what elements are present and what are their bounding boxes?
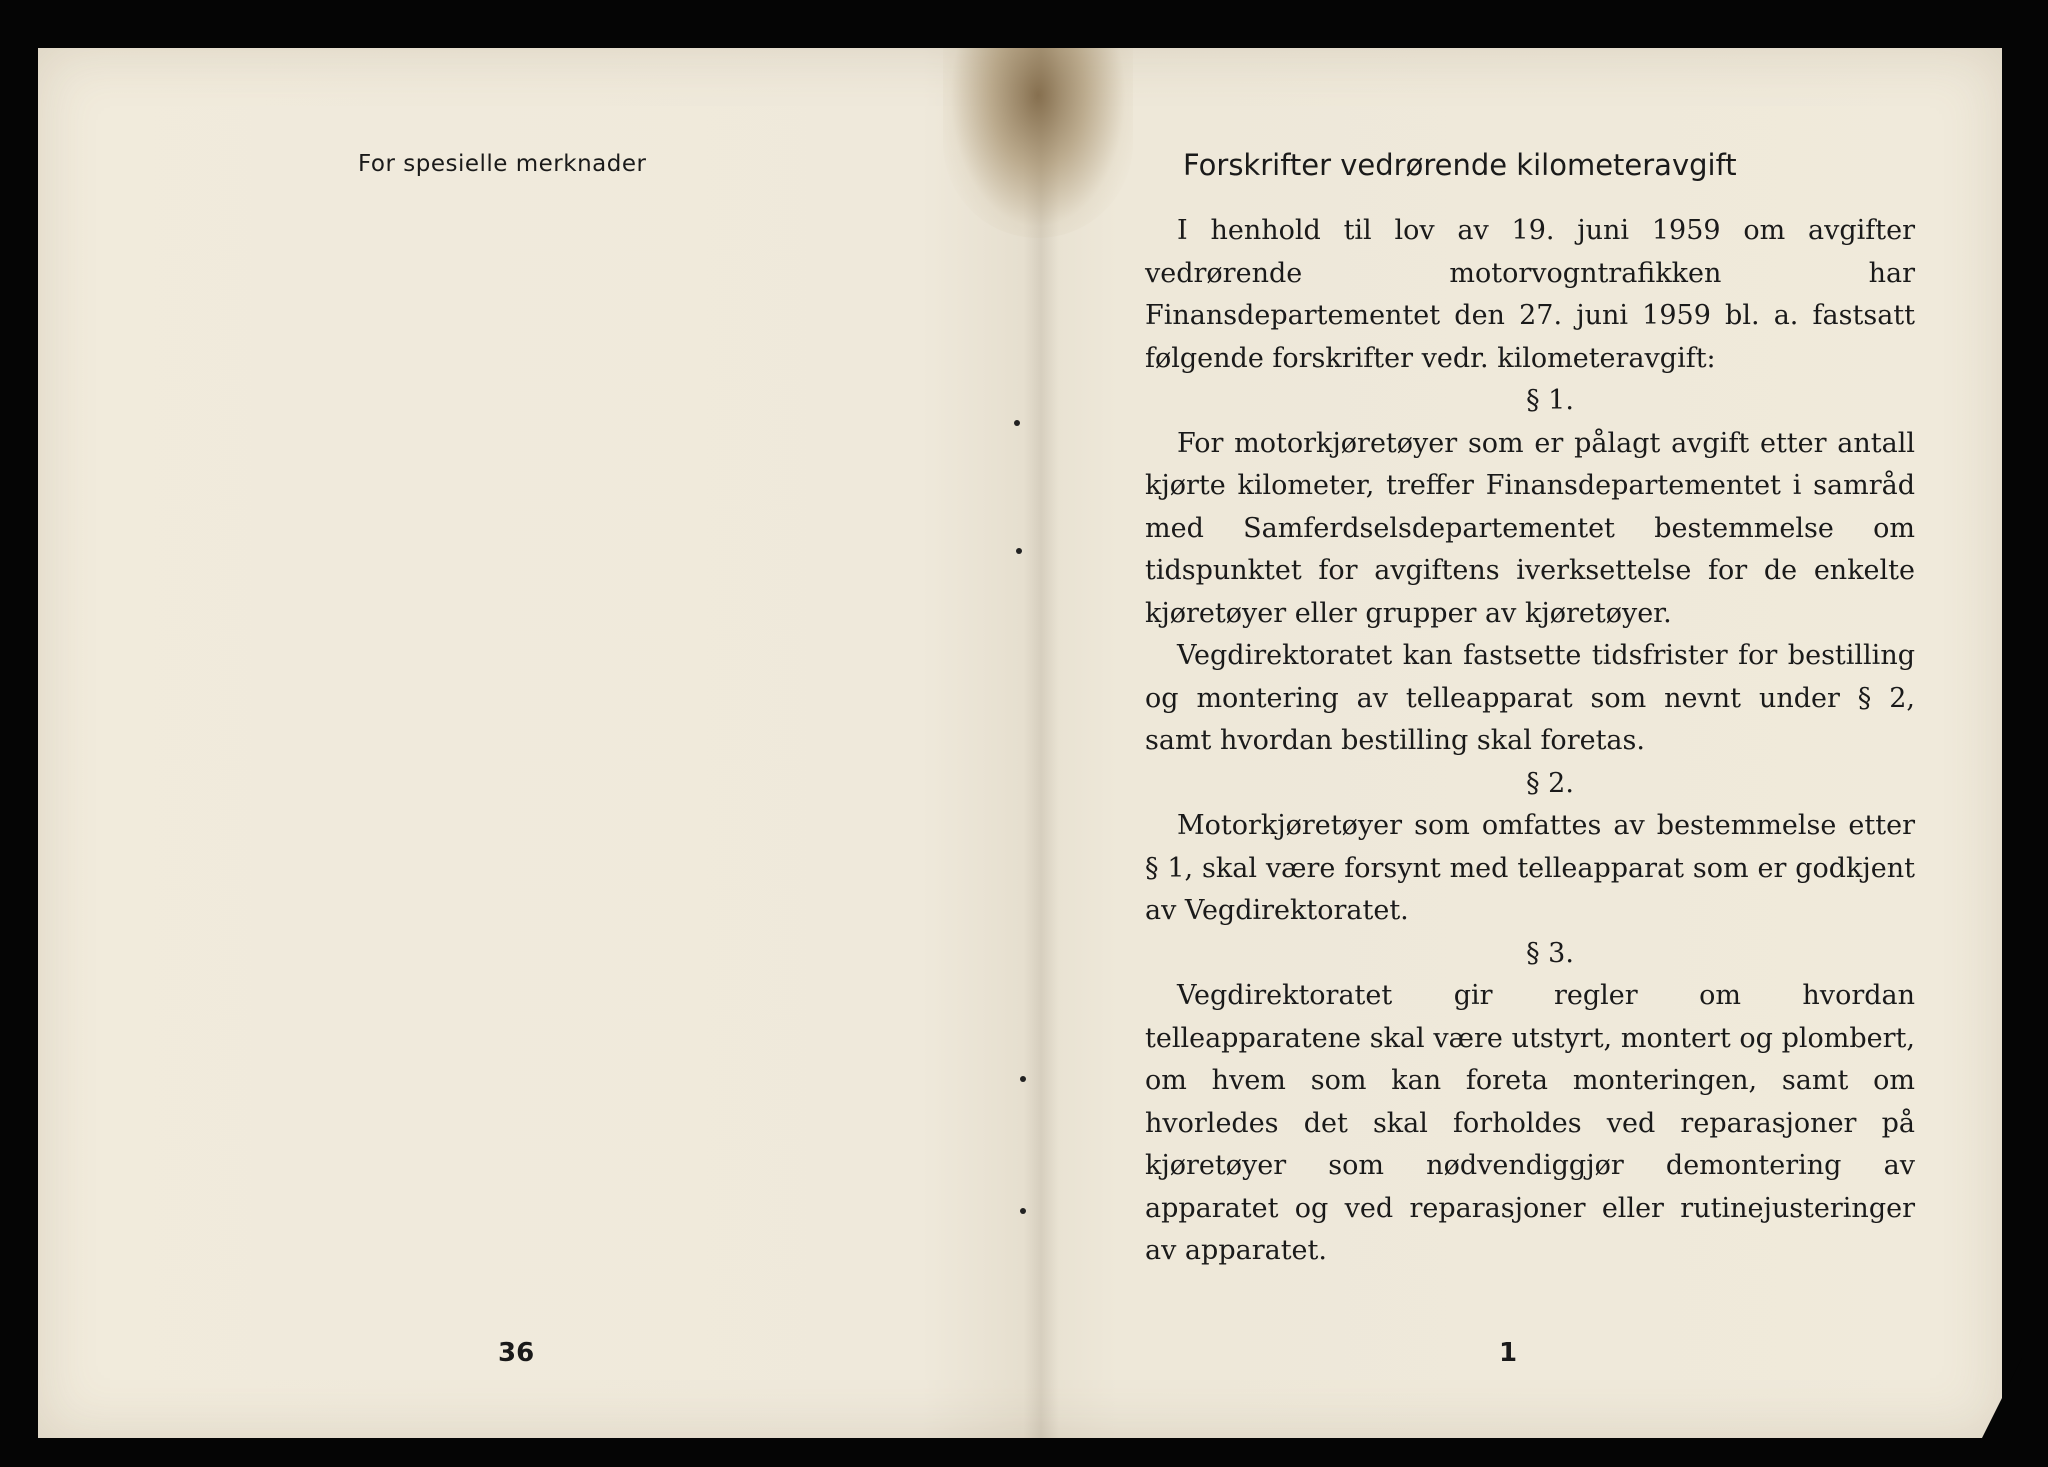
left-page-number: 36	[498, 1338, 535, 1368]
right-page-heading: Forskrifter vedrørende kilometeravgift	[1183, 148, 1737, 182]
right-page-number: 1	[1499, 1338, 1518, 1368]
section-mark-1: § 1.	[1526, 385, 1574, 416]
torn-corner	[1982, 1358, 2022, 1438]
booklet-spine	[1023, 48, 1059, 1438]
section-2-paragraph-1: Motorkjøretøyer som omfattes av bestemmelse etter § 1, skal være forsynt med telleapparat som er godkjent av Vegdirektoratet.	[1145, 810, 1915, 926]
left-page-heading: For spesielle merknader	[358, 151, 647, 177]
intro-paragraph: I henhold til lov av 19. juni 1959 om avgifter vedrørende motorvogntrafikken har Finansdepartementet den 27. juni 1959 bl. a. fastsatt følgende forskrifter vedr. kilometeravgift:	[1145, 215, 1915, 374]
section-1-paragraph-1: For motorkjøretøyer som er pålagt avgift etter antall kjørte kilometer, treffer Finansdepartementet i samråd med Samferdselsdepartementet bestemmelse om tidspunktet for avgiftens iverksettelse for de enkelte kjøretøyer eller grupper av kjøretøyer.	[1145, 427, 1915, 629]
right-page	[1059, 48, 2002, 1438]
booklet-spread	[38, 48, 2002, 1438]
section-mark-3: § 3.	[1526, 937, 1574, 969]
regulations-text	[1145, 210, 1915, 1273]
section-3-paragraph-1: Vegdirektoratet gir regler om hvordan telleapparatene skal være utstyrt, montert og plombert, om hvem som kan foreta monteringen, samt om hvorledes det skal forholdes ved reparasjoner på kjøretøyer som nødvendiggjør demontering av apparatet og ved reparasjoner eller rutinejusteringer av apparatet.	[1145, 980, 1915, 1266]
left-page	[38, 48, 1023, 1438]
section-1-paragraph-2: Vegdirektoratet kan fastsette tidsfrister for bestilling og montering av telleapparat som nevnt under § 2, samt hvordan bestilling skal foretas.	[1145, 640, 1915, 756]
section-mark-2: § 2.	[1526, 767, 1574, 799]
